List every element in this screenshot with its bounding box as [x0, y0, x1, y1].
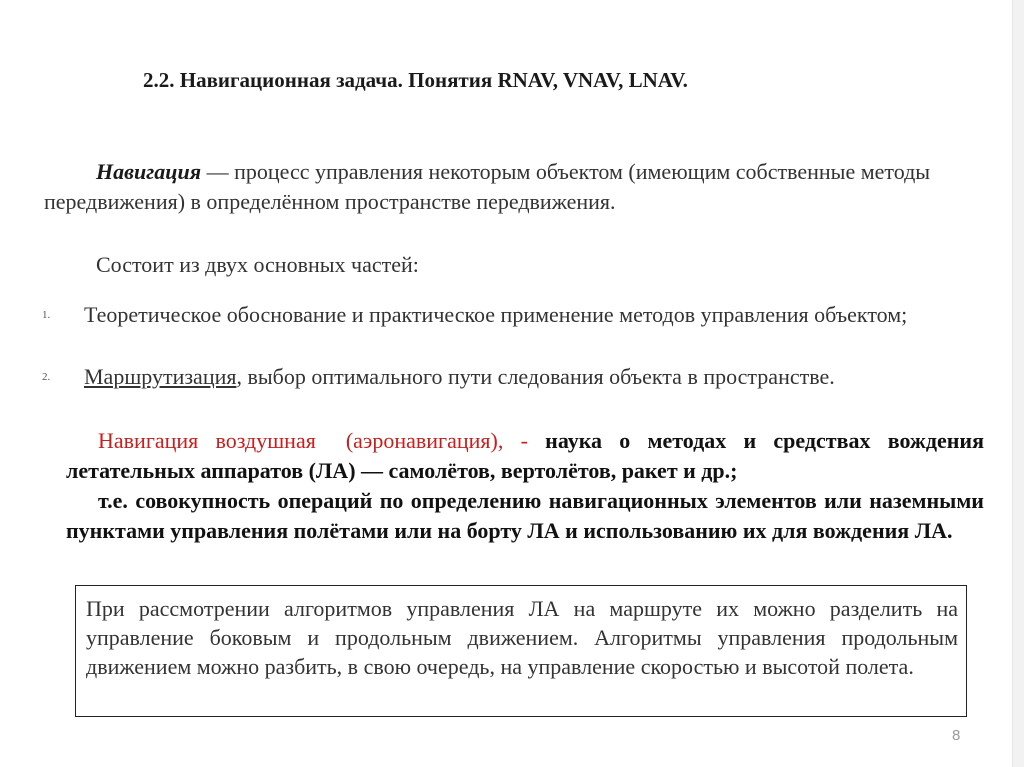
- page-number: 8: [952, 727, 961, 744]
- aero-term-secondary: (аэронавигация), -: [345, 428, 528, 453]
- aeronavigation-paragraph: [66, 426, 984, 546]
- boxed-note: При рассмотрении алгоритмов управления ЛА на маршруте их можно разделить на управление боковым и продольным движением. Алгоритмы управления продольным движением можно разбить, в свою очередь, на управление скоростью и высотой полета.: [75, 585, 967, 717]
- list-item-text: , выбор оптимального пути следования объекта в пространстве.: [236, 364, 835, 389]
- aero-elaboration: т.е. совокупность операций по определению навигационных элементов или наземными пунктами управления полётами или на борту ЛА и использованию их для вождения ЛА.: [66, 488, 984, 543]
- aero-term-primary: Навигация воздушная: [98, 428, 316, 453]
- definition-term: Навигация: [96, 159, 202, 184]
- slide-title: 2.2. Навигационная задача. Понятия RNAV, VNAV, LNAV.: [143, 68, 688, 92]
- list-number: 1.: [42, 309, 51, 321]
- right-scroll-rail: [1012, 0, 1024, 767]
- definition-text: — процесс управления некоторым объектом (имеющим собственные методы передвижения) в определённом пространстве передвижения.: [44, 159, 931, 214]
- definition-paragraph: [44, 157, 974, 217]
- list-number: 2.: [42, 371, 51, 383]
- list-item-body: [84, 362, 984, 392]
- parts-intro: Состоит из двух основных частей:: [96, 252, 419, 277]
- underlined-term: Маршрутизация: [84, 364, 237, 389]
- list-item-text: Теоретическое обоснование и практическое применение методов управления объектом;: [84, 302, 908, 327]
- aero-definition: наука о методах и средствах вождения летательных аппаратов (ЛА) — самолётов, вертолётов, ракет и др.;: [66, 428, 984, 483]
